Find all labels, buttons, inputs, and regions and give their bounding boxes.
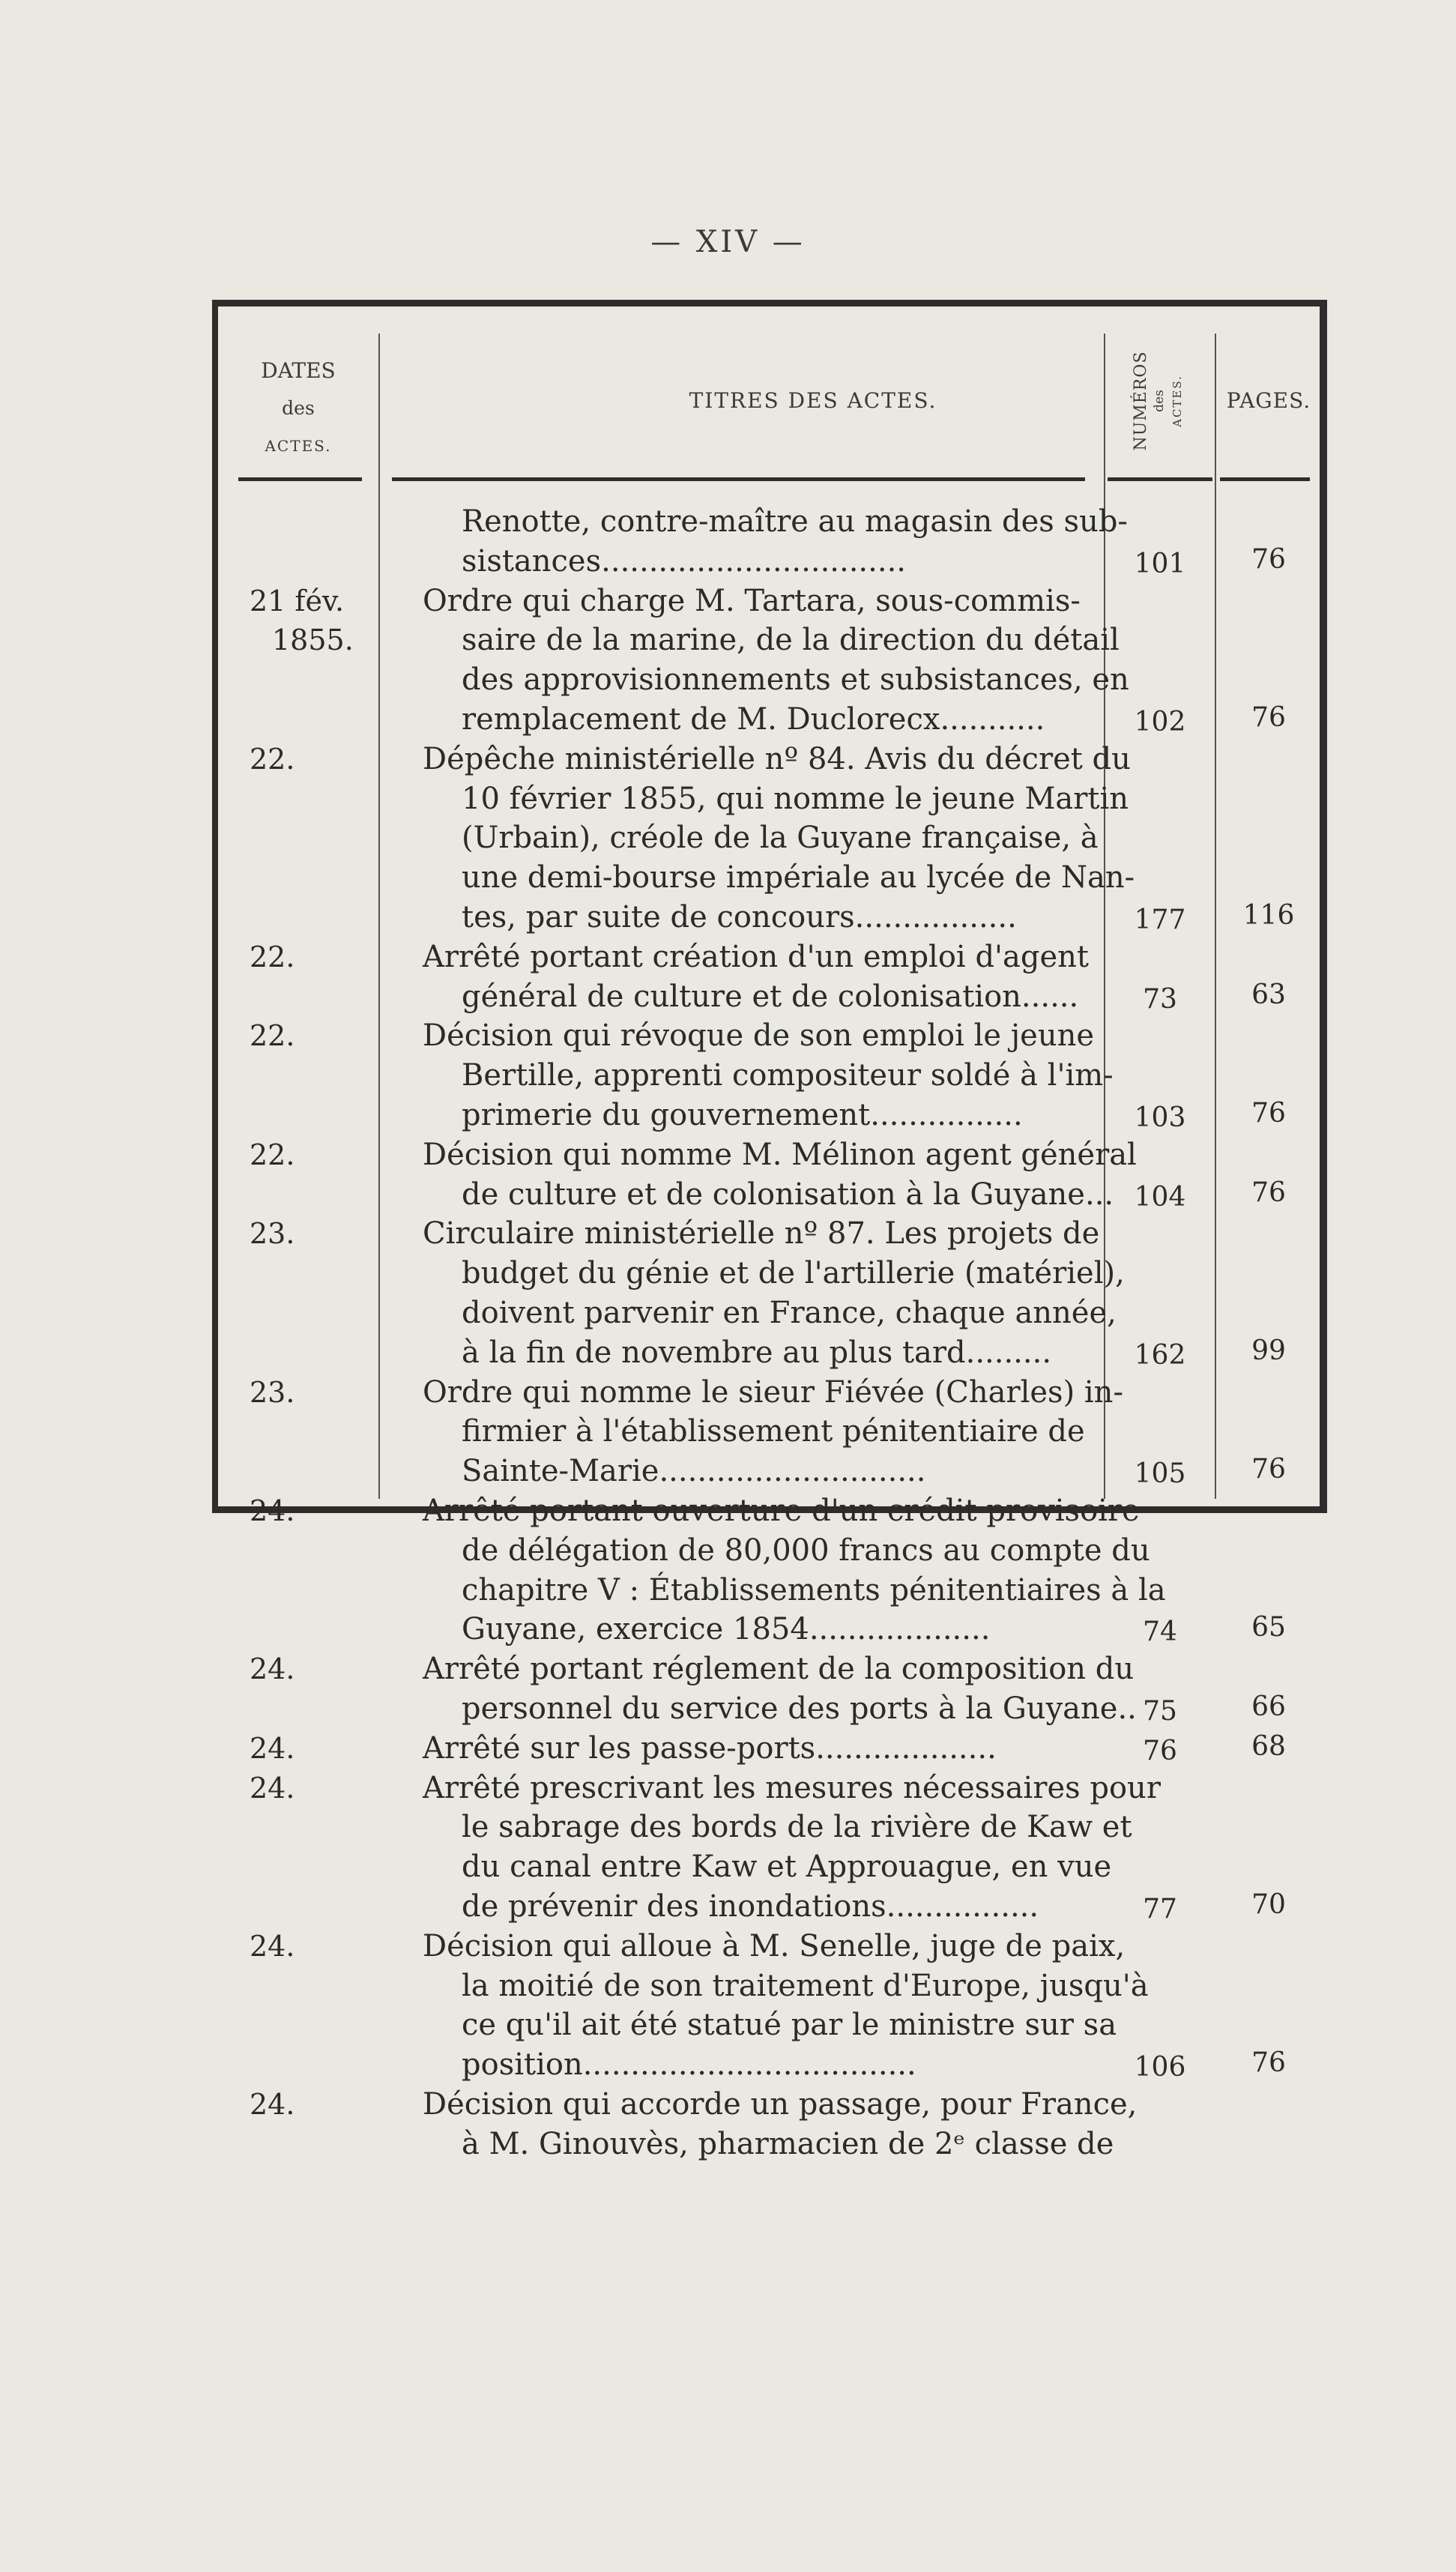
entry-page: 70: [1251, 1889, 1286, 1920]
entry-page: 99: [1251, 1335, 1286, 1366]
table-top-rule: [212, 300, 1327, 307]
entry-title-line: à M. Ginouvès, pharmacien de 2ᵉ classe de: [462, 2126, 1114, 2161]
entry-numero: 106: [1134, 2052, 1186, 2083]
header-titres: TITRES DES ACTES.: [689, 388, 937, 413]
entry-numero: 76: [1143, 1735, 1177, 1766]
header-underline: [238, 477, 362, 481]
header-numeros-line1: NUMÉROS: [1132, 351, 1150, 451]
entry-date: 24.: [250, 1771, 295, 1805]
entry-date: 24.: [250, 1929, 295, 1963]
entry-numero: 104: [1134, 1181, 1186, 1213]
entry-title-line: Décision qui nomme M. Mélinon agent général: [423, 1137, 1137, 1172]
entry-page: 63: [1251, 979, 1286, 1010]
entry-title-line: remplacement de M. Duclorecx...........: [462, 702, 1045, 737]
header-dates-line1: DATES: [261, 358, 336, 383]
entry-page: 76: [1251, 1098, 1286, 1129]
entry-page: 76: [1251, 2047, 1286, 2079]
entry-title-line: la moitié de son traitement d'Europe, jusqu'à: [462, 1968, 1149, 2003]
entry-numero: 73: [1143, 983, 1177, 1015]
entry-date: 22.: [250, 1019, 295, 1053]
entry-page: 76: [1251, 1454, 1286, 1485]
entry-date: 23.: [250, 1217, 295, 1251]
entry-date: 24.: [250, 2088, 295, 2121]
entry-numero: 101: [1134, 548, 1186, 579]
entry-numero: 103: [1134, 1102, 1186, 1133]
header-underline: [392, 477, 1085, 481]
entry-title-line: Dépêche ministérielle nº 84. Avis du décret du: [423, 741, 1131, 776]
entry-title-line: Arrêté portant création d'un emploi d'agent: [423, 939, 1090, 974]
entry-page: 76: [1251, 1177, 1286, 1208]
entry-title-line: Décision qui révoque de son emploi le jeune: [423, 1018, 1095, 1054]
header-numeros-line2: des: [1152, 390, 1167, 412]
entry-title-line: Arrêté sur les passe-ports...................: [423, 1730, 997, 1766]
entry-page: 66: [1251, 1691, 1286, 1722]
header-numeros: [1104, 330, 1215, 472]
entry-title-line: Arrêté prescrivant les mesures nécessaires pour: [423, 1770, 1161, 1805]
header-dates-line3: ACTES.: [265, 437, 332, 455]
entry-numero: 162: [1134, 1339, 1186, 1371]
entry-title-line: (Urbain), créole de la Guyane française, à: [462, 821, 1099, 856]
column-divider: [378, 333, 380, 1499]
entry-title-line: budget du génie et de l'artillerie (matériel),: [462, 1256, 1125, 1291]
entry-title-line: saire de la marine, de la direction du détail: [462, 623, 1120, 658]
entry-title-line: primerie du gouvernement................: [462, 1098, 1023, 1132]
entry-date: 21 fév.: [250, 584, 345, 618]
entry-page: 65: [1251, 1612, 1286, 1643]
entry-date: 24.: [250, 1494, 295, 1527]
entry-title-line: position...................................: [462, 2047, 916, 2083]
entry-date: 24.: [250, 1652, 295, 1686]
entry-numero: 177: [1134, 905, 1186, 935]
entry-title-line: doivent parvenir en France, chaque année,: [462, 1296, 1117, 1330]
entry-title-line: Décision qui accorde un passage, pour France,: [423, 2087, 1138, 2122]
entry-title-line: Décision qui alloue à M. Senelle, juge de paix,: [423, 1928, 1126, 1963]
header-dates-line2: des: [282, 397, 315, 419]
entry-title-line: Bertille, apprenti compositeur soldé à l'im-: [462, 1058, 1114, 1093]
entry-title-line: Arrêté portant ouverture d'un crédit provisoire: [423, 1494, 1140, 1528]
entry-page: 76: [1251, 543, 1286, 575]
entry-title-line: firmier à l'établissement pénitentiaire de: [462, 1414, 1085, 1449]
entry-title-line: Arrêté portant réglement de la composition du: [423, 1652, 1135, 1687]
entry-page: 116: [1242, 900, 1295, 931]
entry-title-line: Guyane, exercice 1854...................: [462, 1612, 991, 1647]
entry-title-line: Ordre qui nomme le sieur Fiévée (Charles) in-: [423, 1374, 1123, 1410]
table-left-rule: [212, 300, 218, 1513]
entry-date: 22.: [250, 742, 295, 776]
entry-numero: 105: [1134, 1458, 1186, 1490]
entry-numero: 74: [1143, 1616, 1177, 1648]
entry-date: 23.: [250, 1375, 295, 1409]
entry-title-line: une demi-bourse impériale au lycée de Nan-: [462, 860, 1135, 896]
entry-title-line: de prévenir des inondations................: [462, 1889, 1039, 1924]
entry-title-line: Renotte, contre-maître au magasin des sub-: [462, 504, 1128, 539]
entry-numero: 102: [1134, 707, 1186, 737]
entry-title-line: 10 février 1855, qui nomme le jeune Martin: [462, 781, 1129, 816]
entry-title-line: des approvisionnements et subsistances, en: [462, 662, 1129, 698]
entry-page: 76: [1251, 702, 1286, 733]
header-pages: PAGES.: [1226, 388, 1311, 413]
entry-title-line: à la fin de novembre au plus tard.........: [462, 1335, 1052, 1370]
entry-title-line: de culture et de colonisation à la Guyane...: [462, 1177, 1114, 1212]
table-right-rule: [1320, 300, 1327, 1513]
entry-title-line: général de culture et de colonisation......: [462, 979, 1079, 1014]
header-numeros-line3: ACTES.: [1170, 375, 1184, 427]
entry-title-line: de délégation de 80,000 francs au compte du: [462, 1533, 1150, 1568]
header-underline: [1220, 477, 1310, 481]
entry-title-line: Sainte-Marie............................: [462, 1454, 926, 1489]
entry-date: 22.: [250, 940, 295, 973]
page-number: — XIV —: [650, 225, 806, 259]
header-underline: [1108, 477, 1212, 481]
entry-title-line: sistances................................: [462, 543, 907, 579]
header-dates: [220, 352, 377, 465]
acts-table: [212, 300, 1327, 2161]
entry-title-line: ce qu'il ait été statué par le ministre sur sa: [462, 2008, 1117, 2043]
entry-numero: 75: [1143, 1696, 1177, 1727]
entry-numero: 77: [1143, 1894, 1177, 1925]
entry-title-line: le sabrage des bords de la rivière de Kaw et: [462, 1810, 1132, 1845]
entry-date: 1855.: [272, 624, 354, 657]
entry-date: 24.: [250, 1731, 295, 1765]
entry-title-line: Circulaire ministérielle nº 87. Les projets de: [423, 1216, 1100, 1252]
entry-title-line: tes, par suite de concours.................: [462, 900, 1017, 935]
entry-title-line: personnel du service des ports à la Guyane..: [462, 1691, 1137, 1726]
entry-page: 68: [1251, 1730, 1286, 1762]
entry-title-line: du canal entre Kaw et Approuague, en vue: [462, 1850, 1112, 1885]
entry-title-line: chapitre V : Établissements pénitentiaires à la: [462, 1572, 1166, 1608]
column-divider: [1215, 333, 1216, 1499]
entry-title-line: Ordre qui charge M. Tartara, sous-commis-: [423, 583, 1081, 618]
entry-date: 22.: [250, 1138, 295, 1171]
